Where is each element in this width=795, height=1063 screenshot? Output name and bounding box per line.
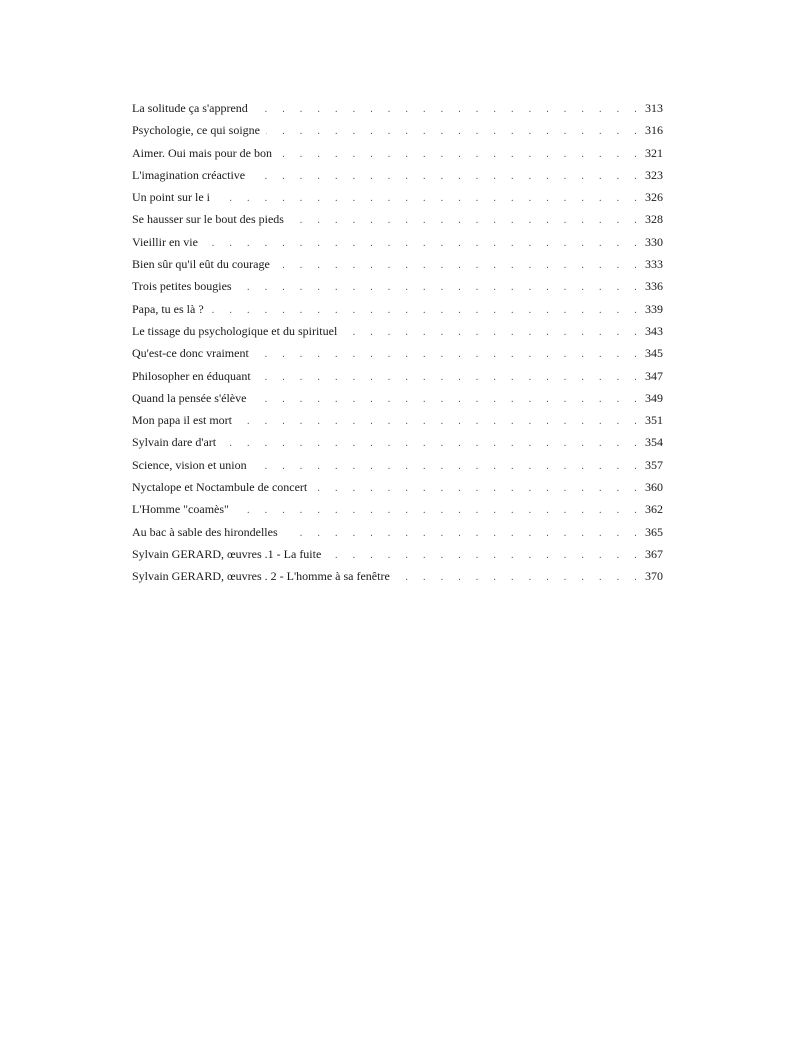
toc-entry-page: 357: [645, 457, 663, 472]
toc-entry: [132, 123, 663, 145]
table-of-contents: [132, 101, 663, 592]
toc-entry: [132, 458, 663, 480]
toc-entry-title: Psychologie, ce qui soigne: [132, 123, 260, 138]
toc-entry: [132, 168, 663, 190]
dot-leader: [204, 238, 643, 249]
toc-entry-page: 362: [645, 502, 663, 517]
toc-entry-title: L'Homme "coamès": [132, 502, 229, 517]
toc-entry: [132, 547, 663, 569]
toc-entry-title: Philosopher en éduquant: [132, 368, 251, 383]
toc-entry-page: 328: [645, 212, 663, 227]
toc-entry-title: Sylvain GERARD, œuvres . 2 - L'homme à sa fenêtre: [132, 569, 390, 584]
toc-entry-page: 336: [645, 279, 663, 294]
dot-leader: [313, 483, 643, 494]
toc-entry-page: 365: [645, 524, 663, 539]
toc-entry-title: Quand la pensée s'élève: [132, 390, 247, 405]
toc-entry-title: Bien sûr qu'il eût du courage: [132, 257, 270, 272]
toc-entry-page: 321: [645, 145, 663, 160]
dot-leader: [396, 572, 643, 583]
toc-entry: [132, 480, 663, 502]
toc-entry-page: 343: [645, 323, 663, 338]
toc-entry-page: 345: [645, 346, 663, 361]
toc-entry: [132, 369, 663, 391]
toc-entry-title: Se hausser sur le bout des pieds: [132, 212, 284, 227]
toc-entry: [132, 302, 663, 324]
toc-entry-page: 323: [645, 167, 663, 182]
toc-entry-page: 333: [645, 257, 663, 272]
toc-entry-page: 313: [645, 101, 663, 115]
dot-leader: [210, 305, 643, 316]
toc-entry-page: 367: [645, 546, 663, 561]
dot-leader: [343, 327, 643, 338]
dot-leader: [255, 349, 643, 360]
toc-entry-page: 354: [645, 435, 663, 450]
toc-entry-page: 326: [645, 190, 663, 205]
toc-entry-title: L'imagination créactive: [132, 167, 246, 182]
dot-leader: [266, 126, 643, 137]
dot-leader: [216, 193, 643, 204]
toc-entry: [132, 391, 663, 413]
toc-entry: [132, 525, 663, 547]
toc-entry-title: Aimer. Oui mais pour de bon: [132, 145, 272, 160]
toc-entry-page: 347: [645, 368, 663, 383]
dot-leader: [251, 171, 643, 182]
toc-entry-title: Qu'est-ce donc vraiment: [132, 346, 249, 361]
toc-entry-page: 339: [645, 301, 663, 316]
toc-entry-title: Trois petites bougies: [132, 279, 232, 294]
toc-entry-page: 316: [645, 123, 663, 138]
toc-entry-title: Nyctalope et Noctambule de concert: [132, 480, 308, 495]
toc-entry: [132, 257, 663, 279]
dot-leader: [276, 260, 643, 271]
dot-leader: [257, 372, 643, 383]
toc-entry: [132, 569, 663, 591]
toc-entry: [132, 502, 663, 524]
toc-entry-title: Le tissage du psychologique et du spirituel: [132, 323, 338, 338]
dot-leader: [222, 438, 643, 449]
toc-entry-title: Papa, tu es là ?: [132, 301, 204, 316]
toc-entry: [132, 279, 663, 301]
toc-entry-page: 349: [645, 390, 663, 405]
dot-leader: [254, 104, 643, 115]
toc-entry-title: Mon papa il est mort: [132, 413, 232, 428]
toc-entry: [132, 346, 663, 368]
toc-entry-title: Au bac à sable des hirondelles: [132, 524, 278, 539]
toc-entry-title: Vieillir en vie: [132, 234, 198, 249]
toc-entry-page: 360: [645, 480, 663, 495]
toc-entry: [132, 101, 663, 123]
dot-leader: [327, 550, 643, 561]
dot-leader: [284, 528, 643, 539]
toc-entry: [132, 413, 663, 435]
toc-entry: [132, 146, 663, 168]
dot-leader: [238, 416, 643, 427]
toc-entry-title: La solitude ça s'apprend: [132, 101, 248, 115]
toc-entry-page: 351: [645, 413, 663, 428]
toc-entry: [132, 435, 663, 457]
toc-entry-title: Sylvain dare d'art: [132, 435, 217, 450]
toc-entry: [132, 324, 663, 346]
dot-leader: [235, 505, 643, 516]
dot-leader: [252, 394, 643, 405]
dot-leader: [253, 461, 643, 472]
dot-leader: [290, 215, 643, 226]
dot-leader: [238, 282, 643, 293]
toc-entry-title: Sylvain GERARD, œuvres .1 - La fuite: [132, 546, 322, 561]
dot-leader: [278, 149, 643, 160]
toc-entry: [132, 235, 663, 257]
toc-entry-title: Science, vision et union: [132, 457, 247, 472]
toc-entry: [132, 190, 663, 212]
toc-entry: [132, 212, 663, 234]
toc-entry-page: 370: [645, 569, 663, 584]
toc-entry-title: Un point sur le i: [132, 190, 210, 205]
toc-entry-page: 330: [645, 234, 663, 249]
